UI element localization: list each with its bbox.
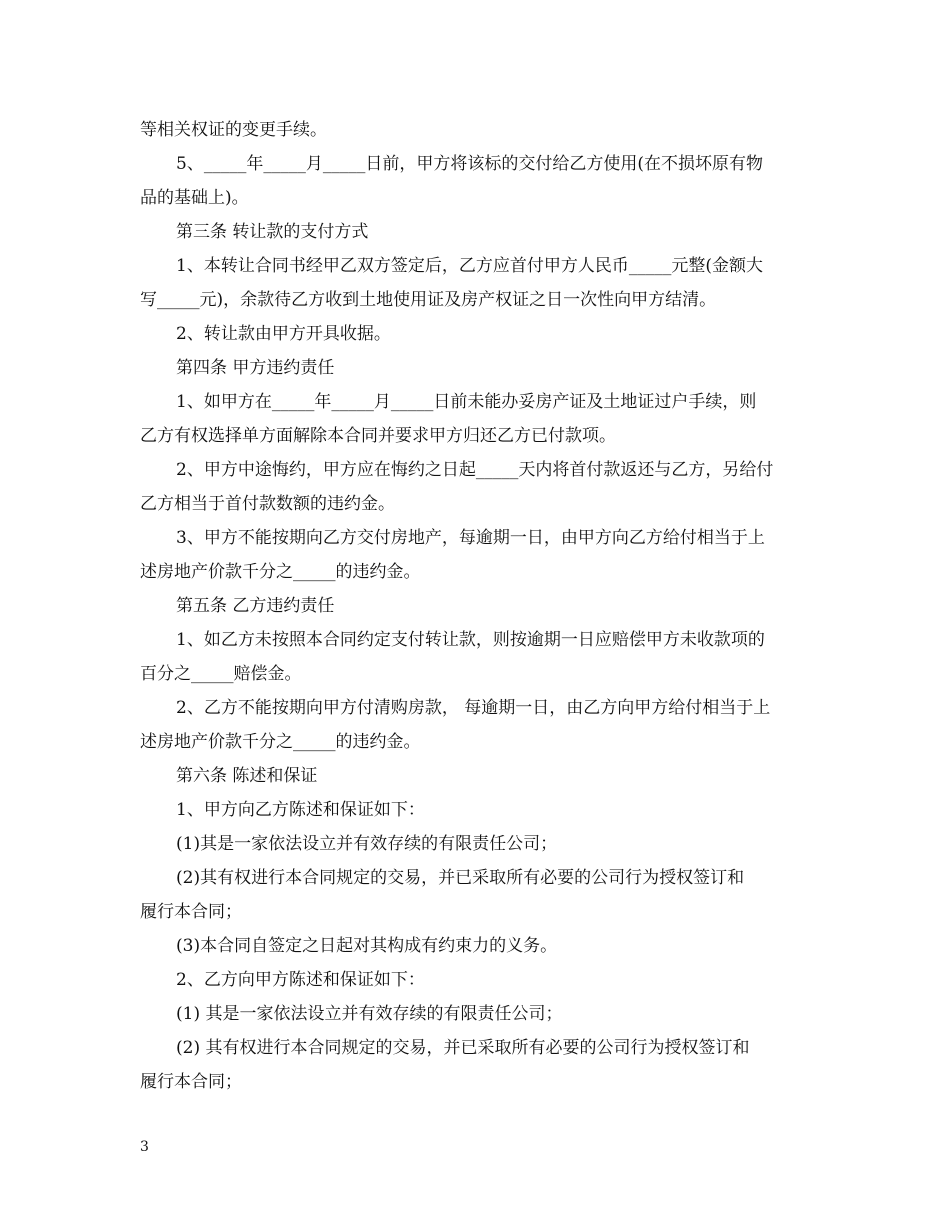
text-line: 述房地产价款千分之_____的违约金。	[140, 562, 421, 582]
page-number: 3	[140, 1139, 149, 1155]
text-line: 2、乙方不能按期向甲方付清购房款， 每逾期一日，由乙方向甲方给付相当于上	[176, 698, 771, 718]
section-heading: 第六条 陈述和保证	[176, 766, 318, 786]
section-heading: 第五条 乙方违约责任	[176, 596, 335, 616]
text-line: 写_____元)，余款待乙方收到土地使用证及房产权证之日一次性向甲方结清。	[140, 290, 717, 310]
text-line: 2、乙方向甲方陈述和保证如下：	[176, 970, 425, 990]
text-line: 乙方有权选择单方面解除本合同并要求甲方归还乙方已付款项。	[140, 426, 616, 446]
text-line: (3)本合同自签定之日起对其构成有约束力的义务。	[176, 936, 558, 956]
text-line: 1、甲方向乙方陈述和保证如下：	[176, 800, 425, 820]
text-line: 3、甲方不能按期向乙方交付房地产，每逾期一日，由甲方向乙方给付相当于上	[176, 528, 765, 548]
text-line: 述房地产价款千分之_____的违约金。	[140, 732, 421, 752]
text-line: (2)其有权进行本合同规定的交易，并已采取所有必要的公司行为授权签订和	[176, 868, 745, 888]
document-body	[140, 113, 812, 1099]
text-line: (2) 其有权进行本合同规定的交易，并已采取所有必要的公司行为授权签订和	[176, 1038, 750, 1058]
text-line: 1、如乙方未按照本合同约定支付转让款，则按逾期一日应赔偿甲方未收款项的	[176, 630, 765, 650]
text-line: 乙方相当于首付款数额的违约金。	[140, 494, 395, 514]
text-line: (1)其是一家依法设立并有效存续的有限责任公司；	[176, 834, 558, 854]
text-line: 1、如甲方在_____年_____月_____日前未能办妥房产证及土地证过户手续，则	[176, 392, 757, 412]
text-line: 2、转让款由甲方开具收据。	[176, 324, 391, 344]
text-line: 履行本合同；	[140, 902, 242, 922]
text-line: 百分之_____赔偿金。	[140, 664, 302, 684]
text-line: 履行本合同；	[140, 1072, 242, 1092]
section-heading: 第四条 甲方违约责任	[176, 358, 335, 378]
text-line: 1、本转让合同书经甲乙双方签定后，乙方应首付甲方人民币_____元整(金额大	[176, 256, 763, 276]
text-line: (1) 其是一家依法设立并有效存续的有限责任公司；	[176, 1004, 563, 1024]
text-line: 5、_____年_____月_____日前，甲方将该标的交付给乙方使用(在不损坏原有物	[176, 154, 763, 174]
section-heading: 第三条 转让款的支付方式	[176, 222, 369, 242]
text-line: 等相关权证的变更手续。	[140, 120, 327, 140]
text-line: 品的基础上)。	[140, 188, 249, 208]
text-line: 2、甲方中途悔约，甲方应在悔约之日起_____天内将首付款返还与乙方，另给付	[176, 460, 774, 480]
